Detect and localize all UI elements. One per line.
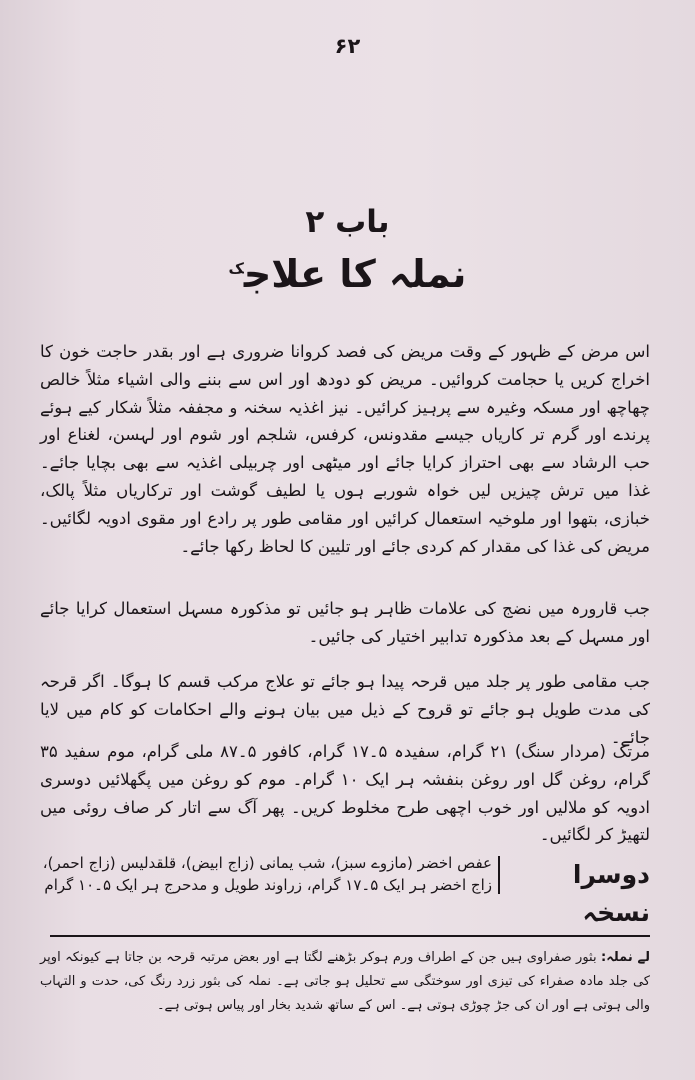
footnote: [40, 946, 650, 1018]
chapter-title-text: نملہ کا علاج: [243, 252, 467, 296]
footnote-marker: لے نملہ:: [601, 950, 651, 965]
footnote-text: [40, 946, 650, 1018]
second-prescription-label: دوسرا نسخہ: [498, 856, 650, 894]
paragraph-treatment: [40, 338, 650, 560]
second-prescription: [40, 852, 650, 927]
paragraph: جب مقامی طور پر جلد میں قرحہ پیدا ہو جائے تو علاج مرکب قسم کا ہوگا۔ اگر قرحہ کی مدت طویل ہو جائے تو قروح کے ذیل میں بیان ہونے والے احکامات کو کام میں لایا جائے۔: [40, 672, 650, 747]
paragraph: اس مرض کے ظہور کے وقت مریض کی فصد کروانا ضروری ہے اور بقدر حاجت خون کا اخراج کریں یا حجامت کروائیں۔ مریض کو دودھ اور اس سے بننے والی اشیاء مثلاً خالص چھاچھ اور مسکہ وغیرہ سے پرہیز کرائیں۔ نیز اغذیہ سخنہ و مجففہ مثلاً شکار کیے ہوئے پرندے اور گرم تر کاریاں جیسے مقدونس، کرفس، شلجم اور شوم اور لہسن، لغناع اور حب الرشاد سے بھی احتراز کرایا جائے اور میٹھی اور چربیلی اغذیہ سے بھی بچایا جائے۔ غذا میں ترش چیزیں لیں خواہ شوربے ہوں یا لطیف گوشت اور ترکاریاں مثلاً پالک، خبازی، بتھوا اور ملوخیہ استعمال کرائیں اور مقامی طور پر رادع اور مقوی ادویہ لگائیں۔ مریض کی غذا کی مقدار کم کردی جائے اور تلیین کا لحاظ رکھا جائے۔: [40, 342, 650, 556]
paragraph-urine: [40, 595, 650, 651]
page-number: ۶۲: [334, 34, 361, 58]
prescription-line: زاج اخضر ہر ایک ۵۔۱۷ گرام، زراوند طویل و مدحرج ہر ایک ۵۔۱۰ گرام: [44, 876, 492, 894]
paragraph: مرتک (مردار سنگ) ۲۱ گرام، سفیدہ ۵۔۱۷ گرام، کافور ۵۔۸۷ ملی گرام، موم سفید ۳۵ گرام، روغن گل اور روغن بنفشہ ہر ایک ۱۰ گرام۔ موم کو روغن میں پگھلائیں دوسری ادویہ کو ملالیں اور خوب اچھی طرح مخلوط کریں۔ پھر آگ سے اتار کر صاف روئی میں لتھیڑ کر لگائیں۔: [40, 742, 650, 845]
paragraph: جب قارورہ میں نضج کی علامات ظاہر ہو جائیں تو مذکورہ مسہل استعمال کرایا جائے اور مسہل کے بعد مذکورہ تدابیر اختیار کی جائیں۔: [40, 599, 650, 646]
chapter-heading: باب ۲: [305, 204, 390, 240]
second-prescription-lines: [40, 852, 492, 896]
paragraph-first-prescription: [40, 738, 650, 849]
chapter-title: [0, 252, 695, 296]
footnote-reference: ک: [228, 259, 244, 278]
footnote-divider: [50, 935, 650, 937]
prescription-line: عفص اخضر (مازوے سبز)، شب یمانی (زاج ابیض)، قلقدلیس (زاج احمر)،: [42, 854, 492, 872]
footnote-body: بثور صفراوی ہیں جن کے اطراف ورم ہوکر بڑھنے لگتا ہے اور بعض مرتبہ قرحہ بن جاتا ہے کیونکہ اوپر کی جلد مادہ صفراء کی تیزی اور سوختگی سے تحلیل ہو جاتی ہے۔ نملہ کی بثور زرد رنگ کی، حدت و التہاب والی ہوتی ہے اور ان کی جڑ چوڑی ہوتی ہے۔ اس کے ساتھ شدید بخار اور پیاس ہوتی ہے۔: [40, 950, 650, 1013]
